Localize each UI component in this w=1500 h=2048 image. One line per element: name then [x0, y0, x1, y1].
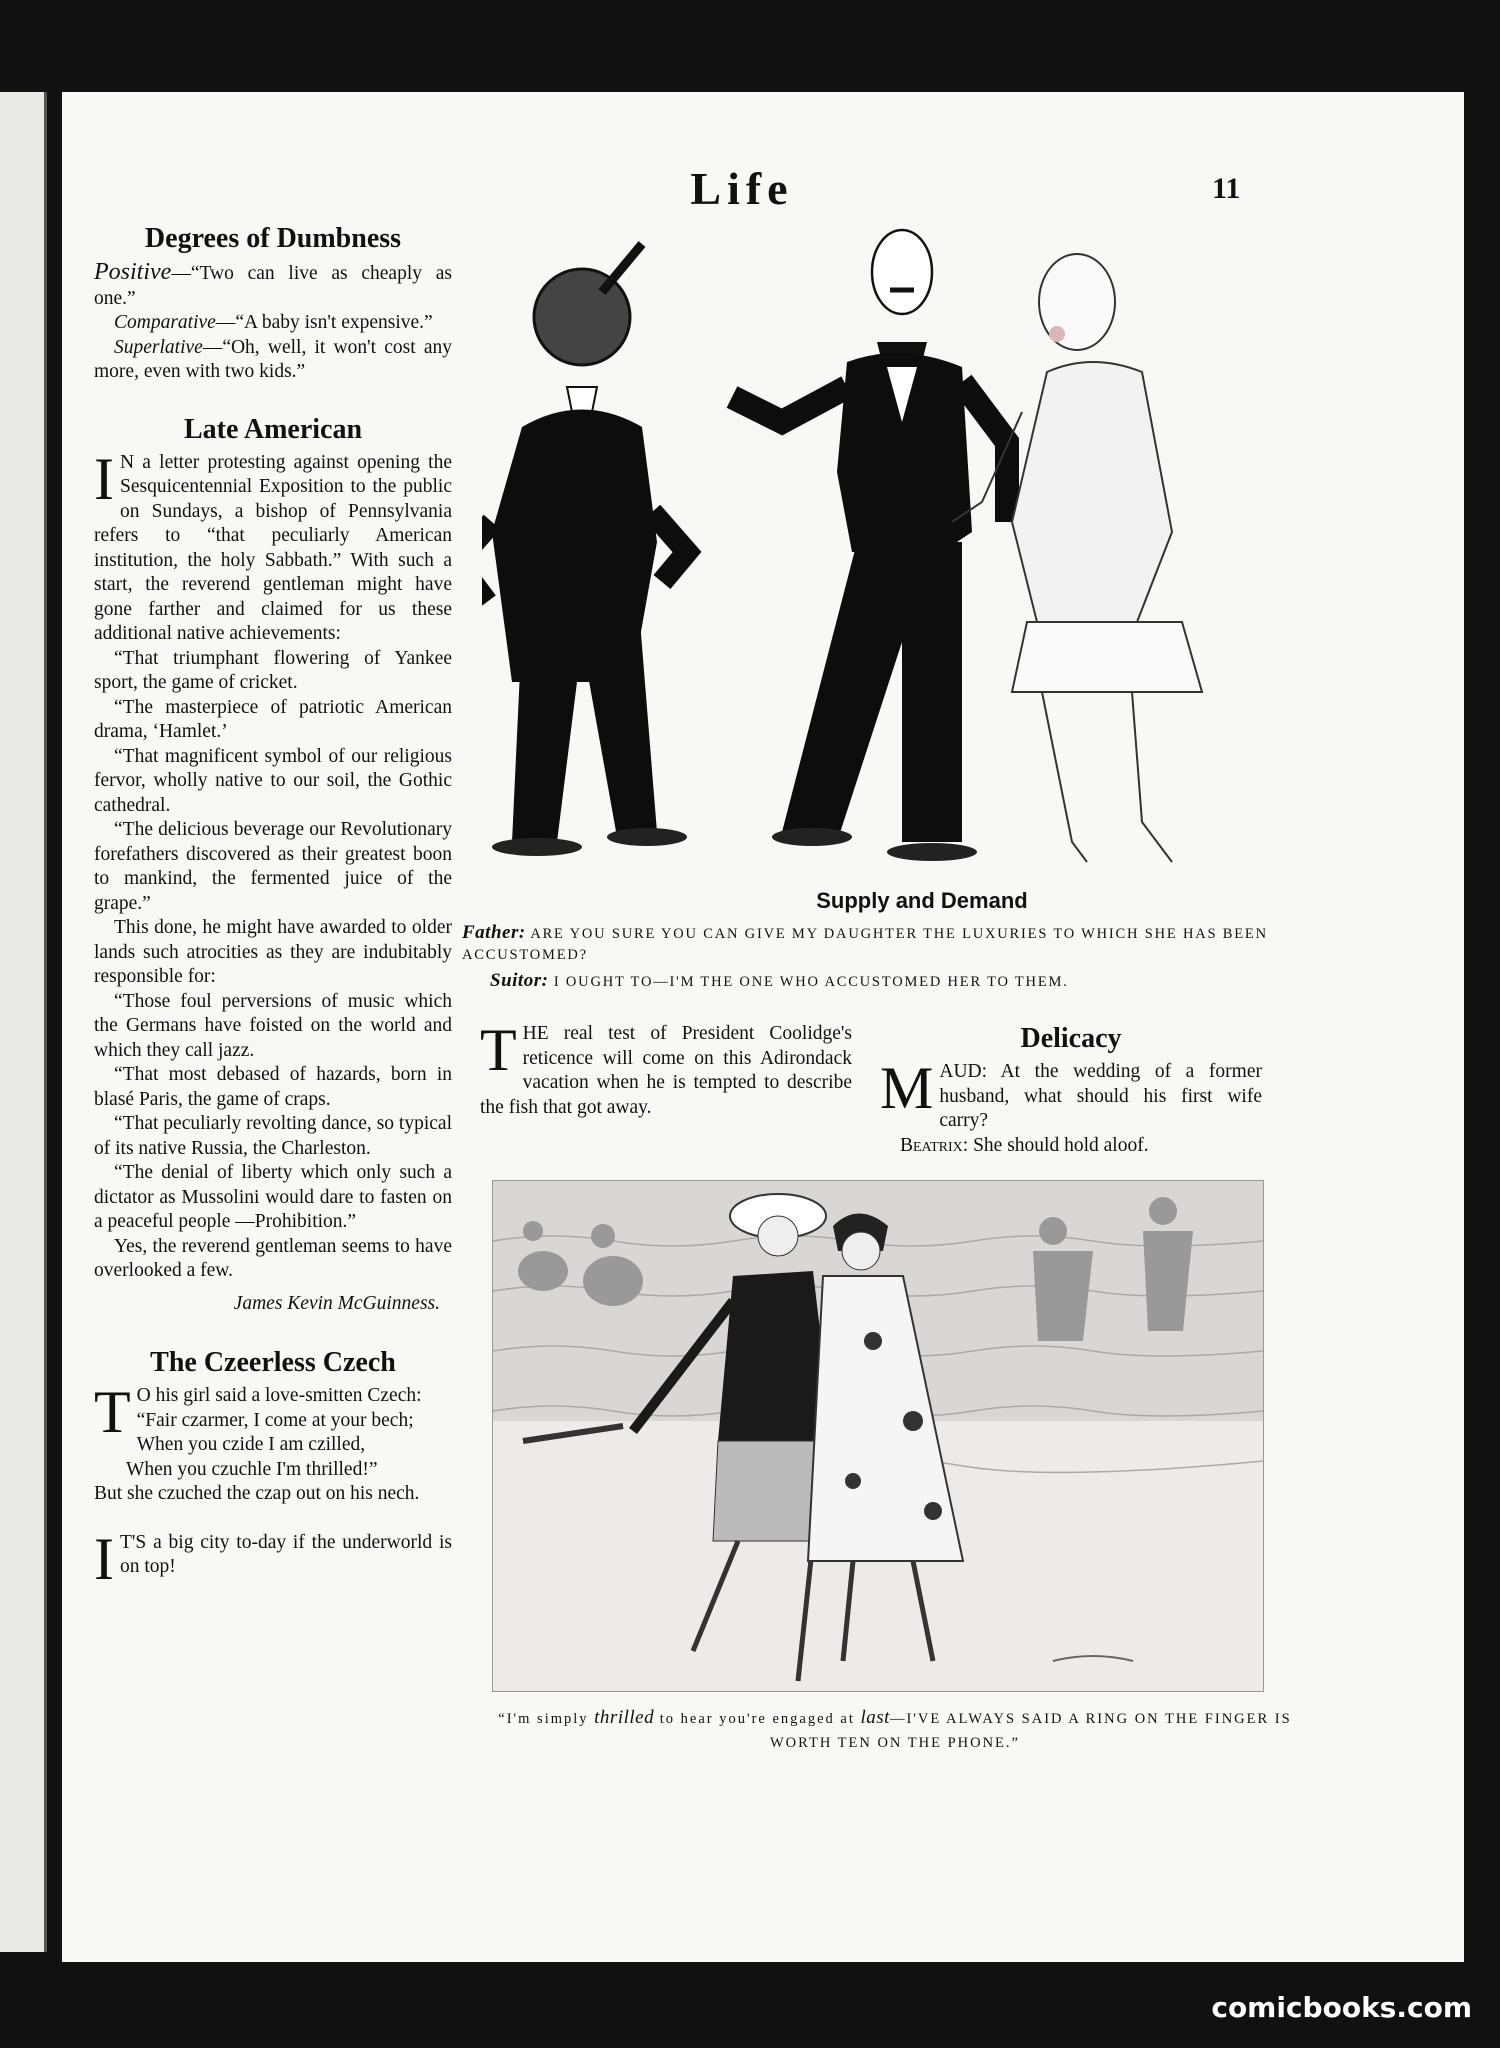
daughter-figure: [952, 254, 1202, 862]
verse-line: When you czuchle I'm thrilled!”: [126, 1458, 378, 1480]
verse-line: “Fair czarmer, I come at your bech;: [136, 1409, 414, 1431]
paragraph-text: N a letter protesting against opening the Sesquicentennial Exposition to the public on Sundays, a bishop of Pennsylvania refers to “that peculiarly American institution, the holy Sabbath.” With such a start, the reverend gentleman might have gone farther and claimed for us these additional native achievements:: [94, 451, 452, 644]
verse-line: When you czide I am czilled,: [136, 1434, 366, 1455]
delicacy-title: Delicacy: [1020, 1023, 1122, 1054]
late-american-para-2: “The masterpiece of patriotic American drama, ‘Hamlet.’: [94, 696, 452, 742]
speaker-label: Father:: [462, 922, 526, 943]
underworld-text: T'S a big city to-day if the underworld is on top!: [119, 1531, 452, 1577]
watermark: comicbooks.com: [1211, 1991, 1472, 2024]
coolidge-item: [480, 1017, 852, 1120]
previous-page-edge: [0, 92, 47, 1952]
left-column: [94, 222, 452, 1592]
czech-title: The Czeerless Czech: [150, 1347, 396, 1378]
verse-line: O his girl said a love-smitten Czech:: [136, 1385, 422, 1406]
delicacy-item: [880, 1022, 1262, 1158]
dumbness-title: Degrees of Dumbness: [144, 223, 402, 254]
underworld-quip: [94, 1525, 452, 1592]
late-american-para-8: “That peculiarly revolting dance, so typical of its native Russia, the Charleston.: [94, 1113, 452, 1159]
suitor-figure: [732, 230, 1007, 861]
drop-cap: T: [480, 1017, 517, 1083]
positive-text: —“Two can live as cheaply as one.”: [94, 263, 452, 309]
maud-line: [880, 1055, 1262, 1134]
caption-text: to hear you're engaged at: [659, 1711, 855, 1727]
speaker-label: Suitor:: [490, 970, 549, 991]
magazine-page: [62, 92, 1464, 1962]
late-american-para-7: “That most debased of hazards, born in blasé Paris, the game of craps.: [94, 1064, 452, 1110]
comparative-line: [94, 311, 452, 336]
superlative-line: [94, 336, 452, 385]
late-american-para-4: “The delicious beverage our Revolutionary forefathers discovered as their greatest boon to mankind, the fermented juice of the grape.”: [94, 819, 452, 914]
drop-cap: I: [94, 445, 114, 512]
masthead-logo: Life: [690, 163, 794, 214]
late-american-para-1: “That triumphant flowering of Yankee sport, the game of cricket.: [94, 647, 452, 693]
supply-demand-caption: [462, 888, 1382, 993]
late-american-title: Late American: [183, 413, 363, 445]
late-american-para-0: [94, 445, 452, 647]
coolidge-paragraph: [480, 1017, 852, 1120]
drop-cap: I: [94, 1525, 114, 1592]
comparative-text: —“A baby isn't expensive.”: [215, 312, 433, 333]
beatrix-text: She should hold aloof.: [973, 1134, 1149, 1156]
supply-demand-illustration: [482, 222, 1352, 882]
positive-label: Positive: [94, 259, 172, 285]
late-american-para-9: “The denial of liberty which only such a dictator as Mussolini would dare to fasten on a peaceful people —Prohibition.”: [94, 1162, 452, 1232]
beach-caption: [480, 1706, 1310, 1755]
beatrix-label: Beatrix:: [900, 1134, 969, 1156]
caption-text: —I'VE ALWAYS SAID A RING ON THE FINGER IS WORTH TEN ON THE PHONE.”: [770, 1711, 1292, 1751]
father-line: [462, 922, 1382, 966]
superlative-text: —“Oh, well, it won't cost any more, even with two kids.”: [94, 336, 452, 382]
comparative-label: Comparative: [114, 312, 216, 333]
caption-emphasis: last: [860, 1707, 890, 1728]
caption-text: “I'm simply: [498, 1711, 589, 1727]
father-figure: [482, 244, 687, 856]
superlative-label: Superlative: [114, 336, 203, 358]
late-american-para-3: “That magnificent symbol of our religious fervor, wholly native to our soil, the Gothic cathedral.: [94, 745, 452, 816]
suitor-line: [462, 970, 1382, 993]
czech-verse: [94, 1379, 452, 1507]
dialog-text: ARE YOU SURE YOU CAN GIVE MY DAUGHTER THE LUXURIES TO WHICH SHE HAS BEEN ACCUSTOMED?: [462, 926, 1268, 963]
cartoon-title: Supply and Demand: [816, 888, 1028, 913]
late-american-para-10: Yes, the reverend gentleman seems to have overlooked a few.: [94, 1235, 452, 1281]
beach-illustration: [492, 1180, 1264, 1692]
coolidge-text: HE real test of President Coolidge's reticence will come on this Adirondack vacation when he is tempted to describe the fish that got away.: [480, 1023, 852, 1118]
author-signature: James Kevin McGuinness.: [233, 1292, 440, 1314]
late-american-para-5: This done, he might have awarded to older lands such atrocities as they are indubitably responsible for:: [94, 917, 452, 987]
verse-line: But she czuched the czap out on his nech.: [94, 1483, 420, 1504]
drop-cap: T: [94, 1379, 131, 1445]
beatrix-line: [880, 1134, 1262, 1159]
late-american-para-6: “Those foul perversions of music which the Germans have foisted on the world and which they call jazz.: [94, 990, 452, 1061]
drop-cap: M: [880, 1055, 934, 1121]
positive-line: [94, 260, 452, 311]
page-number: 11: [1212, 172, 1241, 205]
maud-text: AUD: At the wedding of a former husband, what should his first wife carry?: [939, 1061, 1262, 1131]
caption-emphasis: thrilled: [594, 1707, 655, 1728]
dialog-text: I OUGHT TO—I'M THE ONE WHO ACCUSTOMED HER TO THEM.: [553, 974, 1069, 990]
